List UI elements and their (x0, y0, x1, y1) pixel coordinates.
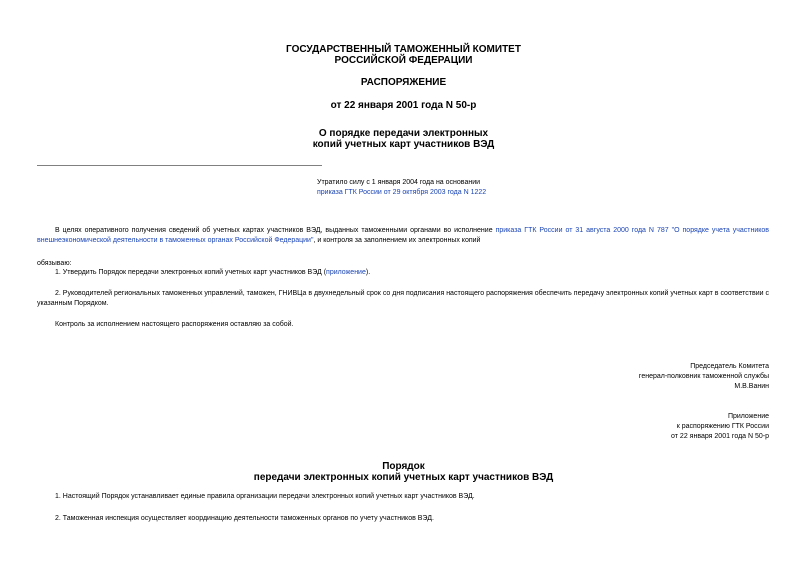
doc-type: РАСПОРЯЖЕНИЕ (360, 77, 447, 88)
doc-date: от 22 января 2001 года N 50-р (330, 100, 477, 111)
control-text: Контроль за исполнением настоящего распоряжения оставляю за собой. (55, 321, 294, 328)
appendix-link[interactable]: приложение (326, 269, 366, 276)
doc-title-line-2: копий учетных карт участников ВЭД (312, 139, 495, 150)
item-1-tail: ). (365, 269, 371, 276)
preamble-order-link[interactable]: приказа ГТК России от 31 августа 2000 года N 787 "О порядке учета участников внешнеэкономической деятельности в таможенных органах Российской Федерации" (37, 227, 769, 244)
procedure-paragraph-2: 2. Таможенная инспекция осуществляет координацию деятельности таможенных органов по учету участников ВЭД. (55, 515, 434, 522)
appendix-date: от 22 января 2001 года N 50-р (671, 433, 769, 440)
doc-title (0, 128, 807, 150)
item-1-text: 1. Утвердить Порядок передачи электронных копий учетных карт участников ВЭД ( (55, 269, 327, 276)
signature-rank: генерал-полковник таможенной службы (638, 373, 769, 380)
signature-block (469, 362, 769, 392)
procedure-title (0, 461, 807, 483)
divider (37, 165, 322, 166)
appendix-to: к распоряжению ГТК России (676, 423, 769, 430)
appendix-reference (469, 412, 769, 442)
signature-name: М.В.Ванин (734, 383, 769, 390)
org-line-2: РОССИЙСКОЙ ФЕДЕРАЦИИ (334, 55, 473, 66)
org-name (0, 44, 807, 66)
status-note (317, 178, 577, 198)
preamble-text-2: , и контроля за заполнением их электронных копий (313, 237, 481, 244)
item-1 (55, 268, 769, 278)
appendix-label: Приложение (727, 413, 769, 420)
obligate-text: обязываю: (37, 260, 72, 267)
preamble (37, 226, 769, 246)
signature-position: Председатель Комитета (690, 363, 769, 370)
procedure-title-line-2: передачи электронных копий учетных карт участников ВЭД (253, 472, 554, 483)
preamble-text-1: В целях оперативного получения сведений об учетных картах участников ВЭД, выданных таможенными органами во исполнение (55, 227, 496, 234)
org-line-1: ГОСУДАРСТВЕННЫЙ ТАМОЖЕННЫЙ КОМИТЕТ (286, 44, 521, 55)
doc-title-line-1: О порядке передачи электронных (318, 128, 489, 139)
status-line: Утратило силу с 1 января 2004 года на основании (317, 179, 481, 186)
procedure-title-line-1: Порядок (382, 461, 425, 472)
procedure-paragraph-1: 1. Настоящий Порядок устанавливает единые правила организации передачи электронных копий учетных карт участников ВЭД. (55, 493, 475, 500)
status-link[interactable]: приказа ГТК России от 29 октября 2003 года N 1222 (317, 189, 487, 196)
item-2: 2. Руководителей региональных таможенных управлений, таможен, ГНИВЦа в двухнедельный срок со дня подписания настоящего распоряжения обеспечить передачу электронных копий учетных карт в соответствии с указанным Порядком. (37, 290, 769, 307)
